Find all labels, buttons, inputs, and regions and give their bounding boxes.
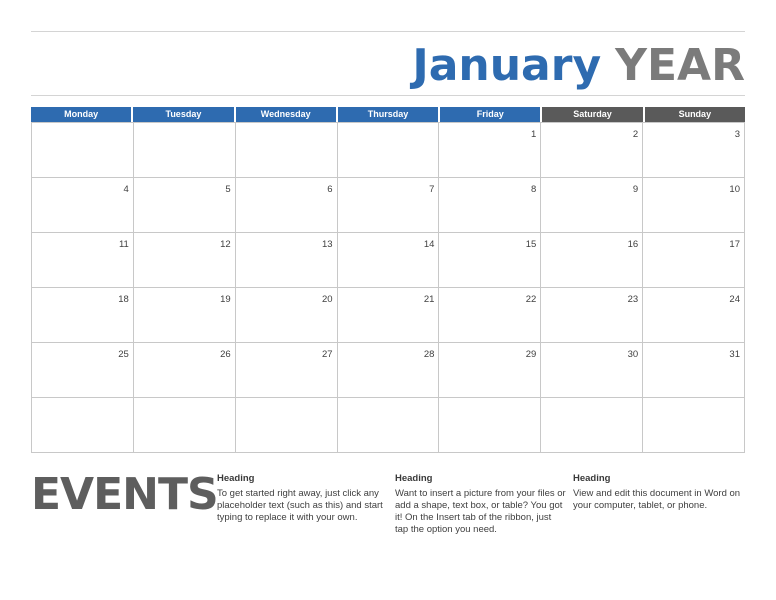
calendar-day-cell[interactable] (134, 398, 236, 453)
day-number: 18 (118, 294, 129, 305)
day-number: 27 (321, 349, 333, 360)
calendar-day-cell[interactable] (541, 178, 643, 233)
calendar-day-cell[interactable] (439, 233, 541, 288)
event-heading[interactable]: Heading (395, 473, 433, 484)
calendar-day-cell[interactable] (32, 123, 134, 178)
calendar-day-cell[interactable] (236, 343, 338, 398)
weekday-wednesday: Wednesday (234, 107, 336, 122)
event-body[interactable]: Want to insert a picture from your files or add a shape, text box, or table? You got it! On the Insert tab of the ribbon, just tap the option you need. (395, 488, 566, 535)
day-number: 11 (118, 239, 129, 250)
top-rule (31, 31, 745, 32)
day-number: 23 (627, 294, 639, 305)
calendar-day-cell[interactable] (134, 178, 236, 233)
day-number: 9 (632, 184, 639, 195)
event-heading[interactable]: Heading (217, 473, 255, 484)
day-number: 14 (423, 239, 435, 250)
day-number: 21 (423, 294, 435, 305)
day-number: 6 (327, 184, 333, 195)
calendar-day-cell[interactable] (236, 233, 338, 288)
calendar-day-cell[interactable] (439, 398, 541, 453)
day-number: 15 (525, 239, 537, 250)
day-number: 2 (632, 129, 639, 140)
calendar-day-cell[interactable] (439, 288, 541, 343)
day-number: 29 (525, 349, 537, 360)
calendar-day-cell[interactable] (643, 343, 745, 398)
calendar-day-cell[interactable] (134, 288, 236, 343)
calendar-day-cell[interactable] (32, 343, 134, 398)
calendar-day-cell[interactable] (541, 343, 643, 398)
calendar-day-cell[interactable] (134, 233, 236, 288)
calendar-day-cell[interactable] (643, 178, 745, 233)
calendar-day-cell[interactable] (338, 123, 440, 178)
day-number: 8 (530, 184, 537, 195)
day-number: 28 (423, 349, 435, 360)
day-number: 20 (321, 294, 333, 305)
year-title[interactable]: YEAR (615, 40, 745, 91)
weekday-tuesday: Tuesday (131, 107, 233, 122)
calendar-day-cell[interactable] (541, 233, 643, 288)
calendar-day-cell[interactable] (236, 123, 338, 178)
event-heading[interactable]: Heading (573, 473, 611, 484)
day-number: 24 (729, 294, 740, 305)
month-title[interactable]: January (412, 40, 602, 91)
calendar-day-cell[interactable] (32, 398, 134, 453)
day-number: 5 (225, 184, 231, 195)
events-title[interactable]: EVENTS (31, 469, 218, 520)
day-number: 7 (429, 184, 435, 195)
calendar-day-cell[interactable] (32, 233, 134, 288)
weekday-sunday: Sunday (643, 107, 745, 122)
day-number: 17 (729, 239, 740, 250)
day-number: 12 (220, 239, 231, 250)
event-block-1[interactable] (217, 473, 389, 524)
weekday-friday: Friday (438, 107, 540, 122)
calendar-day-cell[interactable] (134, 343, 236, 398)
day-number: 1 (530, 129, 537, 140)
calendar-day-cell[interactable] (338, 178, 440, 233)
day-number: 31 (729, 349, 740, 360)
calendar-day-cell[interactable] (439, 343, 541, 398)
calendar (31, 107, 745, 453)
calendar-day-cell[interactable] (236, 398, 338, 453)
calendar-day-cell[interactable] (236, 178, 338, 233)
calendar-day-cell[interactable] (236, 288, 338, 343)
day-number: 4 (123, 184, 129, 195)
calendar-day-cell[interactable] (541, 288, 643, 343)
calendar-day-cell[interactable] (32, 288, 134, 343)
day-number: 3 (734, 129, 740, 140)
calendar-day-cell[interactable] (643, 398, 745, 453)
event-block-3[interactable] (573, 473, 745, 512)
calendar-day-cell[interactable] (439, 178, 541, 233)
page-title (412, 38, 745, 94)
calendar-day-cell[interactable] (32, 178, 134, 233)
calendar-day-cell[interactable] (643, 123, 745, 178)
calendar-day-cell[interactable] (643, 288, 745, 343)
calendar-day-cell[interactable] (338, 398, 440, 453)
calendar-day-cell[interactable] (338, 233, 440, 288)
calendar-day-cell[interactable] (338, 343, 440, 398)
day-number: 26 (220, 349, 231, 360)
day-number: 10 (729, 184, 740, 195)
weekday-saturday: Saturday (540, 107, 642, 122)
calendar-day-cell[interactable] (541, 123, 643, 178)
calendar-day-cell[interactable] (134, 123, 236, 178)
day-number: 22 (525, 294, 537, 305)
weekday-monday: Monday (31, 107, 131, 122)
calendar-day-cell[interactable] (338, 288, 440, 343)
calendar-day-cell[interactable] (541, 398, 643, 453)
weekday-header-row (31, 107, 745, 122)
calendar-grid (31, 122, 745, 453)
day-number: 19 (220, 294, 231, 305)
day-number: 30 (627, 349, 639, 360)
event-block-2[interactable] (395, 473, 567, 536)
weekday-thursday: Thursday (336, 107, 438, 122)
calendar-day-cell[interactable] (643, 233, 745, 288)
event-body[interactable]: To get started right away, just click any placeholder text (such as this) and start typing to replace it with your own. (217, 488, 383, 523)
day-number: 13 (321, 239, 333, 250)
day-number: 16 (627, 239, 639, 250)
title-rule (31, 95, 745, 96)
calendar-day-cell[interactable] (439, 123, 541, 178)
day-number: 25 (118, 349, 129, 360)
event-body[interactable]: View and edit this document in Word on your computer, tablet, or phone. (573, 488, 741, 511)
